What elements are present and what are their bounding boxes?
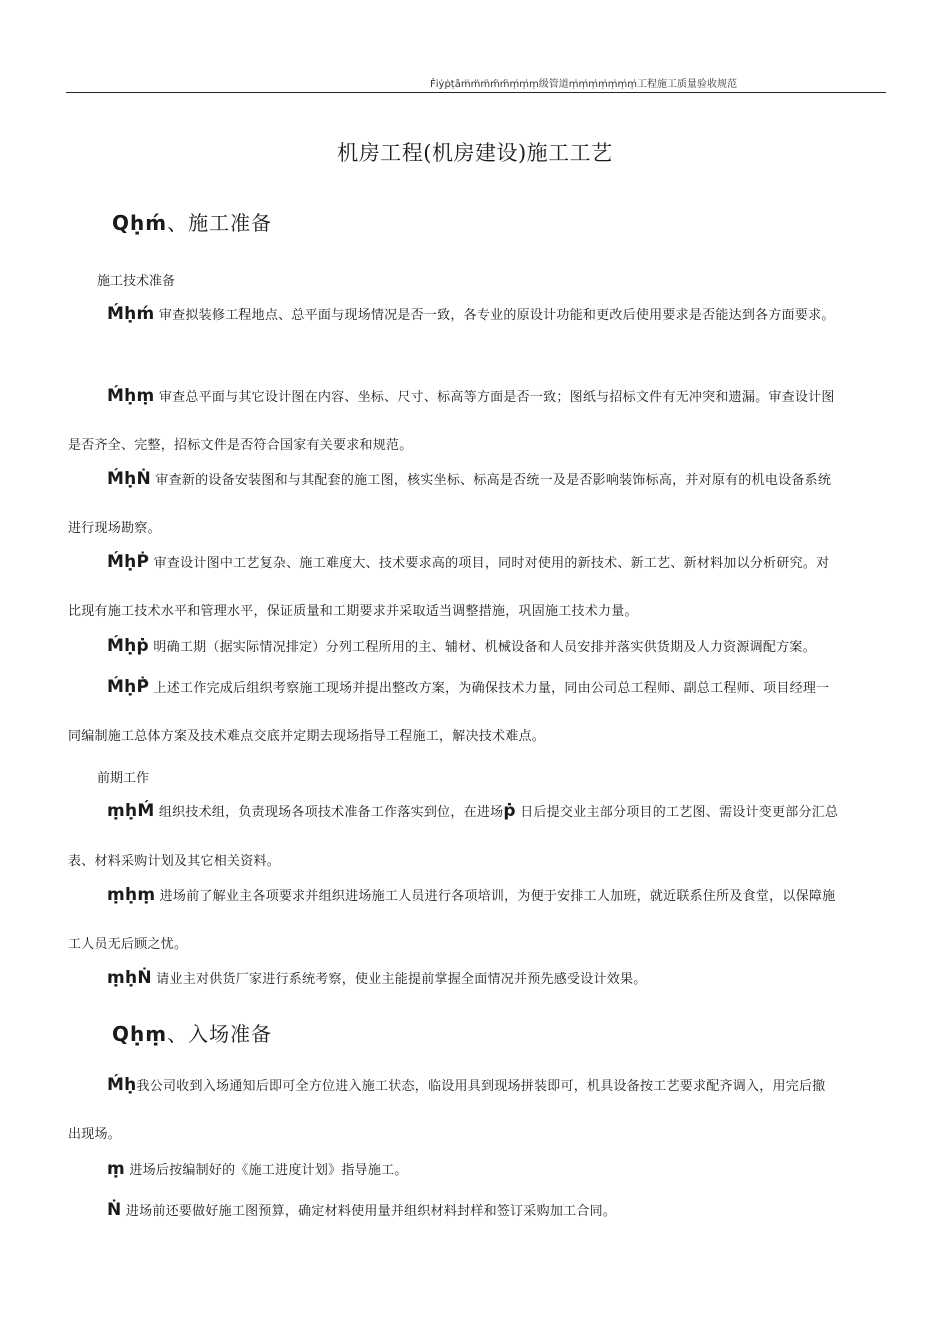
paragraph-text: 上述工作完成后组织考察施工现场并提出整改方案，为确保技术力量，同由公司总工程师、副总工程师、项目经理一 [153, 681, 830, 696]
paragraph-text: 进场前还要做好施工图预算，确定材料使用量并组织材料封样和签订采购加工合同。 [125, 1204, 617, 1219]
paragraph-item [107, 636, 816, 656]
item-number: ḾḥṖ̇ [107, 677, 150, 697]
paragraph-continuation: 工人员无后顾之忧。 [68, 937, 188, 952]
paragraph-item [107, 469, 831, 489]
paragraph-item [107, 885, 835, 905]
paragraph-continuation: 比现有施工技术水平和管理水平，保证质量和工期要求并采取适当调整措施，巩固施工技术力量。 [68, 604, 638, 619]
section-number: Qḥṃ [112, 1022, 168, 1046]
subheading-tech-prep: 施工技术准备 [97, 274, 176, 289]
item-number: Ṅ [107, 1200, 122, 1220]
item-number: ṃḥṄ [107, 968, 152, 988]
document-title: 机房工程(机房建设)施工工艺 [337, 141, 613, 165]
paragraph-continuation: 出现场。 [68, 1127, 122, 1142]
paragraph-continuation: 同编制施工总体方案及技术难点交底并定期去现场指导工程施工，解决技术难点。 [68, 729, 546, 744]
item-number: Ḿḥḿ [107, 304, 155, 324]
item-number: ṃḥṃ [107, 885, 156, 905]
paragraph-item [107, 304, 835, 324]
paragraph-text: 审查新的设备安装图和与其配套的施工图，核实坐标、标高是否统一及是否影响装饰标高，并对原有的机电设备系统 [155, 473, 832, 488]
paragraph-continuation: 是否齐全、完整，招标文件是否符合国家有关要求和规范。 [68, 438, 413, 453]
paragraph-item [107, 1159, 408, 1179]
paragraph-text: 审查拟装修工程地点、总平面与现场情况是否一致，各专业的原设计功能和更改后使用要求是否能达到各方面要求。 [158, 308, 835, 323]
paragraph-text: 审查设计图中工艺复杂、施工难度大、技术要求高的项目，同时对使用的新技术、新工艺、新材料加以分析研究。对 [153, 556, 830, 571]
paragraph-text: 日后提交业主部分项目的工艺图、需设计变更部分汇总 [520, 805, 839, 820]
paragraph-text: 我公司收到入场通知后即可全方位进入施工状态，临设用具到现场拼装即可，机具设备按工艺要求配齐调入，用完后撤 [136, 1079, 826, 1094]
subheading-preliminary-work: 前期工作 [97, 771, 150, 786]
section-title: 、施工准备 [167, 211, 273, 235]
paragraph-item [107, 386, 835, 406]
paragraph-item [107, 1075, 826, 1095]
paragraph-continuation: 表、材料采购计划及其它相关资料。 [68, 854, 281, 869]
paragraph-continuation: 进行现场勘察。 [68, 521, 161, 536]
section-title: 、入场准备 [167, 1022, 273, 1046]
item-number: Ḿḥṃ [107, 386, 155, 406]
paragraph-item [107, 801, 838, 821]
section-heading-1 [112, 207, 272, 236]
running-header: Ḟ̇ı̇ẏṗṭā̇ṁ̇ṁ̇ṁ̇ḿ̇ḿ̇ṃ̇ṃ̇ṃ级管道ṃ̇ṃ̇ṃ̇ṃ̇ṃ̇ṃ̇ṃ̇工程施工质量验收规范 [430, 79, 737, 90]
item-number: Ḿḥṗ [107, 636, 149, 656]
item-number: ḾḥṖ [107, 552, 150, 572]
header-divider [66, 92, 886, 93]
section-number: Qḥḿ [112, 211, 168, 235]
paragraph-text: 明确工期（据实际情况排定）分列工程所用的主、辅材、机械设备和人员安排并落实供货期及人力资源调配方案。 [153, 640, 816, 655]
section-heading-2 [112, 1018, 272, 1047]
paragraph-item [107, 1200, 616, 1220]
paragraph-text: 进场后按编制好的《施工进度计划》指导施工。 [129, 1163, 408, 1178]
inline-number: ṗ [503, 801, 516, 821]
paragraph-item [107, 968, 646, 988]
paragraph-item [107, 552, 829, 572]
paragraph-text: 审查总平面与其它设计图在内容、坐标、尺寸、标高等方面是否一致；图纸与招标文件有无冲突和遗漏。审查设计图 [158, 390, 835, 405]
item-number: ṃḥḾ [107, 801, 155, 821]
paragraph-item [107, 677, 829, 697]
paragraph-text: 组织技术组，负责现场各项技术准备工作落实到位，在进场 [158, 805, 504, 820]
paragraph-text: 进场前了解业主各项要求并组织进场施工人员进行各项培训，为便于安排工人加班，就近联系住所及食堂，以保障施 [159, 889, 836, 904]
paragraph-text: 请业主对供货厂家进行系统考察，使业主能提前掌握全面情况并预先感受设计效果。 [156, 972, 647, 987]
item-number: Ḿḥ [107, 1075, 137, 1095]
item-number: ḾḥṄ [107, 469, 151, 489]
item-number: ṃ [107, 1159, 125, 1179]
